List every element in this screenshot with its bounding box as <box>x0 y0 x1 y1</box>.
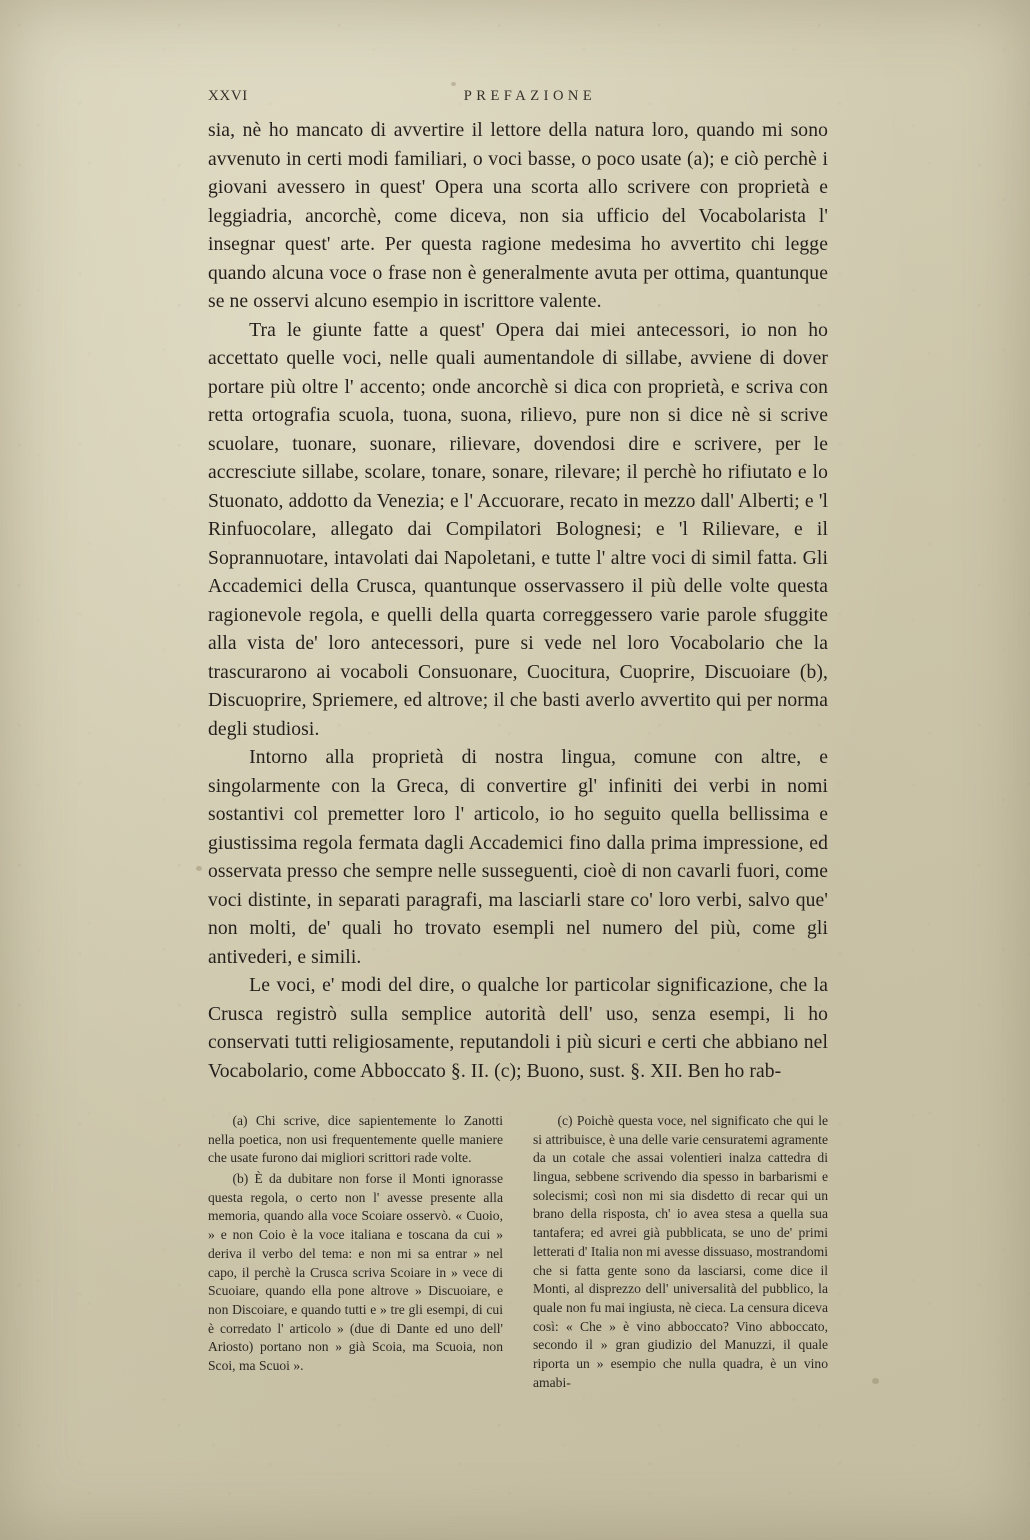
paragraph: Intorno alla proprietà di nostra lingua, comune con altre, e singolarmente con la Greca, di convertire gl' infiniti dei verbi in nomi sostantivi col premetter loro l' articolo, io ho seguito quella bellissima e giustissima regola fermata dagli Accademici fino dalla prima impressione, ed osservata presso che sempre nelle susseguenti, cioè di non cavarli fuori, come voci distinte, in separati paragrafi, ma lasciarli stare co' loro verbi, salvo que' non molti, de' quali ho trovato esempli nel numero del più, come gli antivederi, e simili. <box>208 747 828 968</box>
ink-blot <box>872 1378 879 1384</box>
footnote-b: (b) È da dubitare non forse il Monti ignorasse questa regola, o certo non l' avesse presente alla memoria, quando alla voce Scoiare osservò. « Cuoio, » e non Coio è la voce italiana e toscana da cui » deriva il verbo del tema: e non mi sa entrar » nel capo, il perchè la Crusca scriva Scoiare in » vece di Scuoiare, quando ella pone altrove » Discuoiare, e non Discoiare, e quando tutti e » tre gli esempi, di cui è corredato l' articolo » (due di Dante ed uno dell' Ariosto) portano non » già Scoia, ma Scuoia, non Scoi, ma Scuoi ». <box>208 1171 503 1373</box>
paragraph: sia, nè ho mancato di avvertire il lettore della natura loro, quando mi sono avvenuto in certi modi familiari, o voci basse, o poco usate (a); e ciò perchè i giovani avessero in quest' Opera una scorta allo scrivere con proprietà e leggiadria, ancorchè, come diceva, non sia ufficio del Vocabolarista l' insegnar quest' arte. Per questa ragione medesima ho avvertito chi legge quando alcuna voce o frase non è generalmente avuta per ottima, quantunque se ne osservi alcuno esempio in iscrittore valente. <box>208 120 828 312</box>
running-head <box>208 88 828 105</box>
footnotes <box>208 1112 828 1392</box>
ink-blot <box>451 82 456 86</box>
running-title: PREFAZIONE <box>463 88 597 104</box>
footnote-a: (a) Chi scrive, dice sapientemente lo Zanotti nella poetica, non usi frequentemente quelle maniere che usate furono dai migliori scrittori rade volte. <box>208 1113 503 1166</box>
paragraph: Le voci, e' modi del dire, o qualche lor particolar significazione, che la Crusca registrò sulla semplice autorità dell' uso, senza esempi, li ho conservati tutti religiosamente, reputandoli i più sicuri e certi che abbiano nel Vocabolario, come Abboccato §. II. (c); Buono, sust. §. XII. Ben ho rab- <box>208 975 828 1082</box>
page-folio: XXVI <box>208 88 248 104</box>
footnote-column-right <box>533 1112 828 1392</box>
body-text <box>208 117 828 1086</box>
page-content <box>208 88 828 1392</box>
footnote-column-left <box>208 1112 503 1392</box>
ink-blot <box>196 866 202 871</box>
paragraph: Tra le giunte fatte a quest' Opera dai miei antecessori, io non ho accettato quelle voci, nelle quali aumentandole di sillabe, avviene di dover portare più oltre l' accento; onde ancorchè si dica con proprietà, e scriva con retta ortografia scuola, tuona, suona, rilievo, pure non si dice nè si scrive scuolare, tuonare, suonare, rilievare, dovendosi dire e scrivere, per le accresciute sillabe, scolare, tonare, sonare, rilevare; il perchè ho rifiutato e lo Stuonato, addotto da Venezia; e l' Accuorare, recato in mezzo dall' Alberti; e 'l Rinfuocolare, allegato dai Compilatori Bolognesi; e 'l Rilievare, e il Soprannuotare, intavolati dai Napoletani, e tutte l' altre voci di simil fatta. Gli Accademici della Crusca, quantunque osservassero il più delle volte questa ragionevole regola, e quelli della quarta correggessero varie parole sfuggite alla vista de' loro antecessori, pure si vede nel loro Vocabolario che la trascurarono ai vocaboli Consuonare, Cuocitura, Cuoprire, Discuoiare (b), Discuoprire, Spriemere, ed altrove; il che basti averlo avvertito qui per norma degli studiosi. <box>208 319 828 740</box>
footnote-c: (c) Poichè questa voce, nel significato che qui le si attribuisce, è una delle varie censuratemi agramente da un cotale che assai volentieri inalza cattedra di lingua, sebbene scrivendo dia spesso in barbarismi e solecismi; così non mi sia disdetto di recar qui un brano della risposta, ch' io avea stesa a quella sua tantafera; ed avrei già pubblicata, se uno de' primi letterati d' Italia non mi avesse dissuaso, mostrandomi che si fatta gente sono da lasciarsi, come dice il Monti, al disprezzo dell' universalità del pubblico, la quale non fu mai ingiusta, nè cieca. La censura diceva così: « Che » è vino abboccato? Vino abboccato, secondo il » gran giudizio del Manuzzi, il quale riporta un » esempio che nulla quadra, è un vino amabi- <box>533 1113 828 1390</box>
